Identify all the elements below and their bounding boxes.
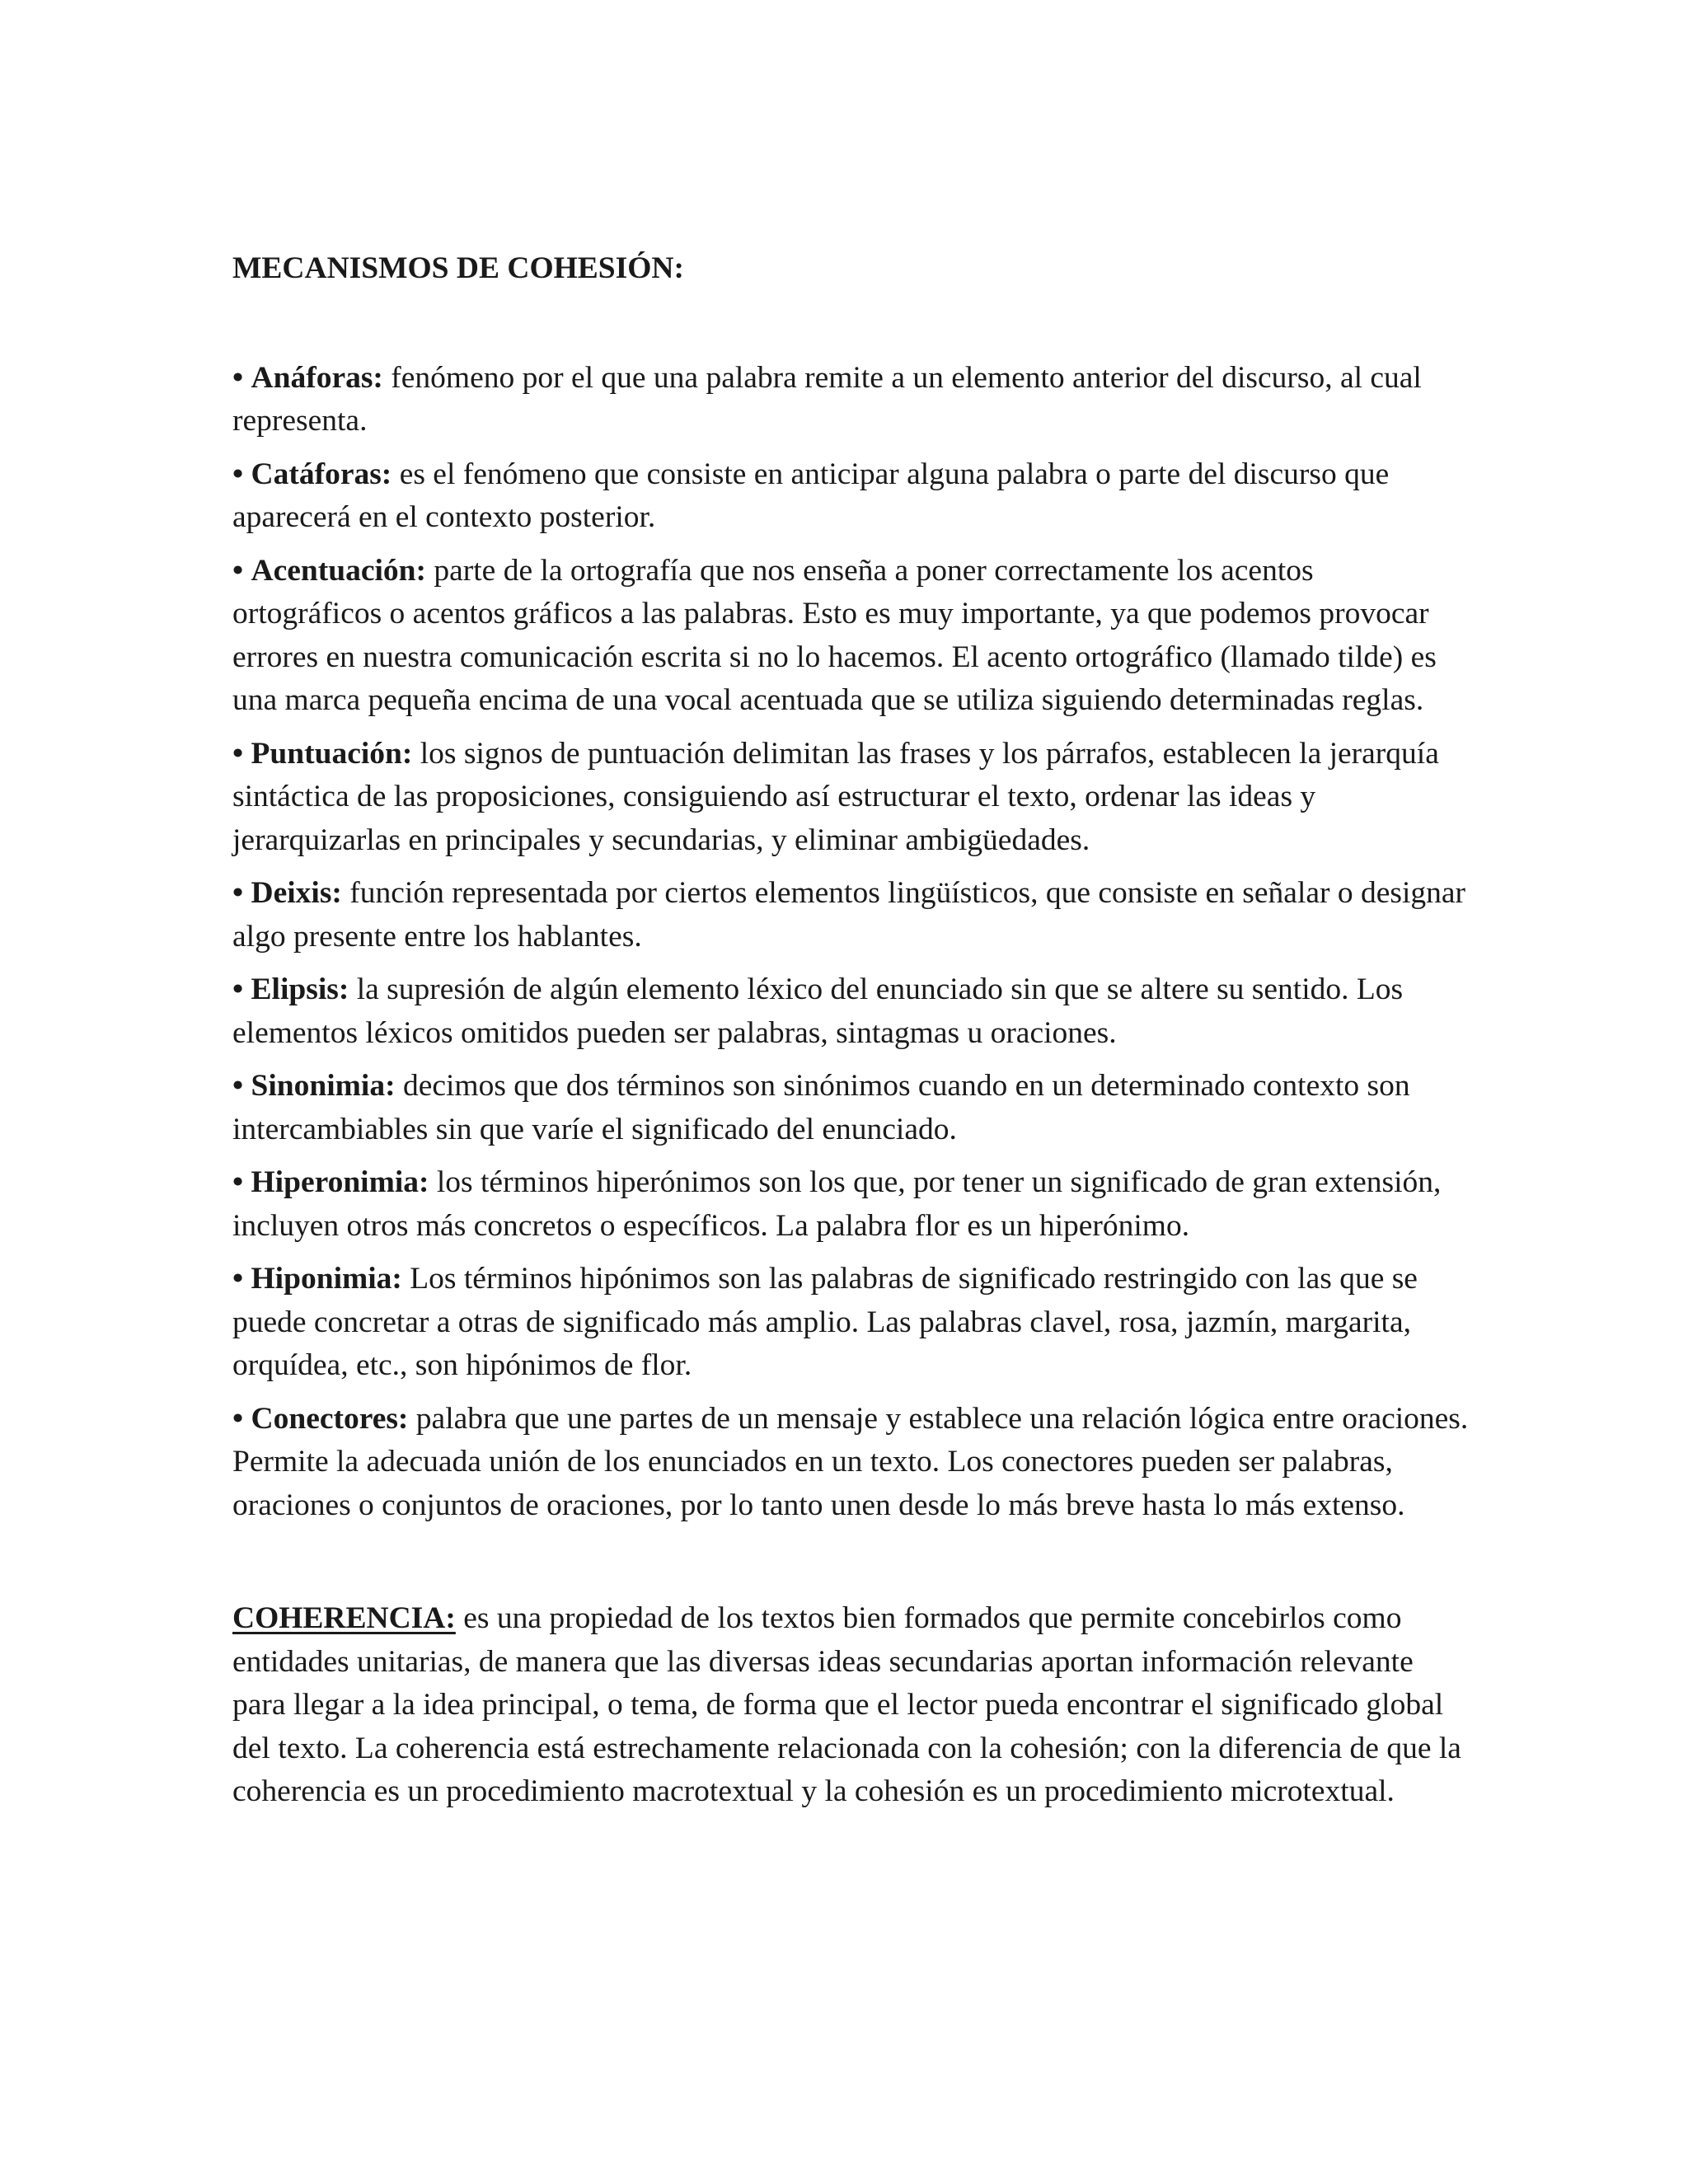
list-item-hiponimia xyxy=(232,1258,1469,1388)
term-label: Anáforas: xyxy=(251,360,383,395)
list-item-acentuacion xyxy=(232,550,1469,723)
bullet-icon: • xyxy=(232,553,244,588)
coherence-text: es una propiedad de los textos bien formados que permite concebirlos como entidades unitarias, de manera que las diversas ideas secundarias aportan información relevante para llegar a la idea principal, o tema, de forma que el lector pueda encontrar el significado global del texto. La coherencia está estrechamente relacionada con la cohesión; con la diferencia de que la coherencia es un procedimiento macrotextual y la cohesión es un procedimiento microtextual. xyxy=(232,1601,1461,1808)
list-item-cataforas xyxy=(232,453,1469,540)
cohesion-mechanisms-list xyxy=(232,357,1469,1528)
list-item-sinonimia xyxy=(232,1065,1469,1151)
document-title: MECANISMOS DE COHESIÓN: xyxy=(232,251,684,285)
bullet-icon: • xyxy=(232,1069,244,1103)
term-definition: fenómeno por el que una palabra remite a un elemento anterior del discurso, al cual representa. xyxy=(232,360,1422,438)
term-definition: los signos de puntuación delimitan las frases y los párrafos, establecen la jerarquía sintáctica de las proposiciones, consiguiendo así estructurar el texto, ordenar las ideas y jerarquizarlas en principales y secundarias, y eliminar ambigüedades. xyxy=(232,736,1439,857)
list-item-hiperonimia xyxy=(232,1161,1469,1248)
term-label: Catáforas: xyxy=(251,457,392,491)
term-definition: palabra que une partes de un mensaje y establece una relación lógica entre oraciones. Permite la adecuada unión de los enunciados en un texto. Los conectores pueden ser palabras, oraciones o conjuntos de oraciones, por lo tanto unen desde lo más breve hasta lo más extenso. xyxy=(232,1401,1469,1522)
bullet-icon: • xyxy=(232,1165,244,1199)
term-label: Elipsis: xyxy=(251,972,349,1006)
term-definition: es el fenómeno que consiste en anticipar alguna palabra o parte del discurso que aparecerá en el contexto posterior. xyxy=(232,457,1390,534)
term-label: Acentuación: xyxy=(251,553,426,588)
term-label: Puntuación: xyxy=(251,736,413,771)
bullet-icon: • xyxy=(232,876,244,910)
list-item-puntuacion xyxy=(232,733,1469,863)
term-label: Sinonimia: xyxy=(251,1069,396,1103)
bullet-icon: • xyxy=(232,736,244,771)
bullet-icon: • xyxy=(232,360,244,395)
bullet-icon: • xyxy=(232,1401,244,1436)
term-definition: función representada por ciertos elementos lingüísticos, que consiste en señalar o designar algo presente entre los hablantes. xyxy=(232,876,1466,954)
coherence-paragraph xyxy=(232,1597,1469,1814)
term-label: Conectores: xyxy=(251,1401,409,1436)
term-definition: parte de la ortografía que nos enseña a poner correctamente los acentos ortográficos o acentos gráficos a las palabras. Esto es muy importante, ya que podemos provocar errores en nuestra comunicación escrita si no lo hacemos. El acento ortográfico (llamado tilde) es una marca pequeña encima de una vocal acentuada que se utiliza siguiendo determinadas reglas. xyxy=(232,553,1437,717)
list-item-deixis xyxy=(232,872,1469,958)
document-body xyxy=(232,247,1469,1814)
term-label: Hiponimia: xyxy=(251,1262,402,1296)
list-item-elipsis xyxy=(232,968,1469,1055)
bullet-icon: • xyxy=(232,457,244,491)
term-definition: los términos hiperónimos son los que, por tener un significado de gran extensión, incluyen otros más concretos o específicos. La palabra flor es un hiperónimo. xyxy=(232,1165,1442,1243)
term-label: Deixis: xyxy=(251,876,342,910)
term-definition: Los términos hipónimos son las palabras de significado restringido con las que se puede concretar a otras de significado más amplio. Las palabras clavel, rosa, jazmín, margarita, orquídea, etc., son hipónimos de flor. xyxy=(232,1262,1418,1382)
coherence-heading: COHERENCIA: xyxy=(232,1601,456,1635)
term-definition: la supresión de algún elemento léxico del enunciado sin que se altere su sentido. Los elementos léxicos omitidos pueden ser palabras, sintagmas u oraciones. xyxy=(232,972,1404,1050)
bullet-icon: • xyxy=(232,1262,244,1296)
list-item-conectores xyxy=(232,1398,1469,1528)
list-item-anaforas xyxy=(232,357,1469,443)
term-definition: decimos que dos términos son sinónimos cuando en un determinado contexto son intercambiables sin que varíe el significado del enunciado. xyxy=(232,1069,1410,1146)
bullet-icon: • xyxy=(232,972,244,1006)
term-label: Hiperonimia: xyxy=(251,1165,429,1199)
